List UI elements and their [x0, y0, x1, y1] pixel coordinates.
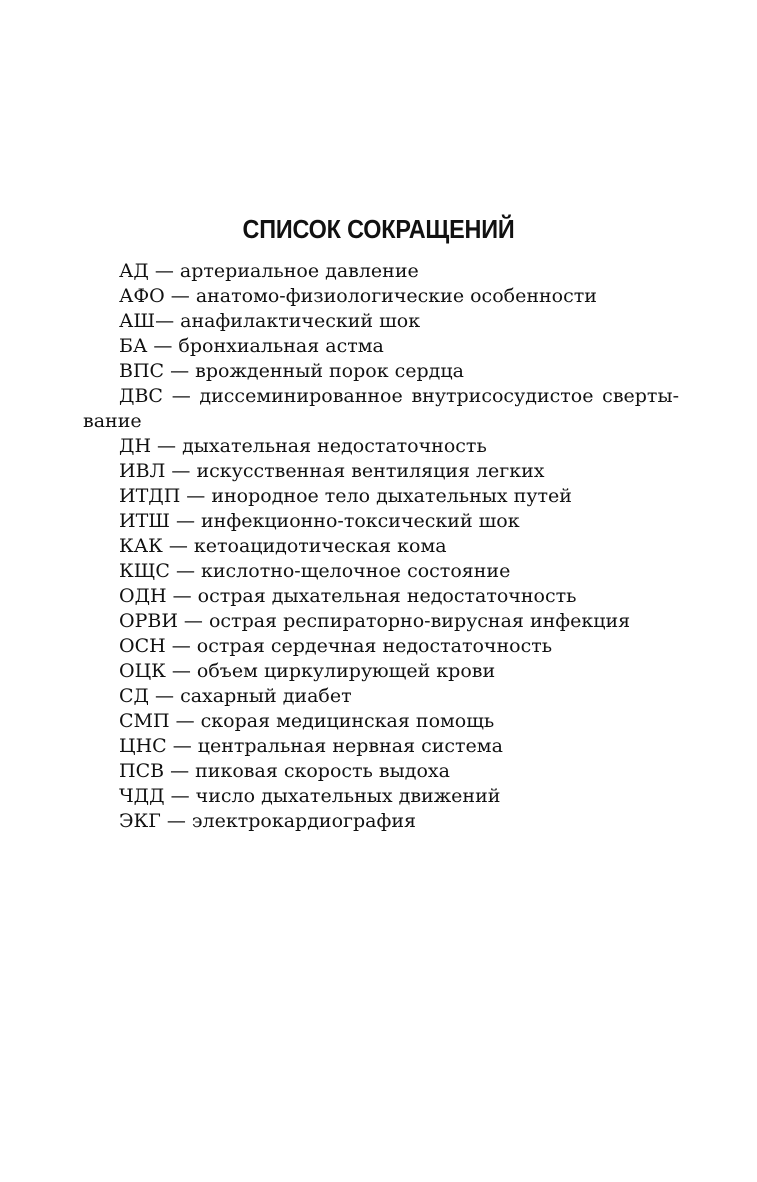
list-item	[83, 809, 679, 834]
abbreviation-entry: БА — бронхиальная астма	[119, 335, 384, 357]
list-item	[83, 309, 679, 334]
list-item	[83, 359, 679, 384]
abbreviation-entry: СД — сахарный диабет	[119, 685, 352, 707]
abbreviation-entry: ЭКГ — электрокардиография	[119, 810, 416, 832]
list-item	[83, 334, 679, 359]
abbreviation-entry: АФО — анатомо-физиологические особенности	[119, 285, 597, 307]
abbreviation-entry: ОРВИ — острая респираторно-вирусная инфекция	[119, 610, 631, 632]
list-item	[83, 259, 679, 284]
list-item	[83, 534, 679, 559]
abbreviation-entry: СМП — скорая медицинская помощь	[119, 710, 495, 732]
abbreviation-entry-line1: ДВС — диссеминированное внутрисосудистое сверты-	[119, 385, 679, 407]
abbreviation-entry: ПСВ — пиковая скорость выдоха	[119, 760, 450, 782]
abbreviation-entry-line2: вание	[83, 410, 142, 432]
list-item	[83, 559, 679, 584]
abbreviation-entry: КЩС — кислотно-щелочное состояние	[119, 560, 511, 582]
abbreviation-entry: ИТДП — инородное тело дыхательных путей	[119, 485, 572, 507]
abbreviation-entry: ЦНС — центральная нервная система	[119, 735, 503, 757]
list-item	[83, 509, 679, 534]
list-item	[83, 584, 679, 609]
list-item	[83, 609, 679, 634]
list-item	[83, 284, 679, 309]
list-item	[83, 784, 679, 809]
list-item	[83, 384, 679, 434]
abbreviation-entry: ИТШ — инфекционно-токсический шок	[119, 510, 520, 532]
abbreviation-entry: АШ— анафилактический шок	[119, 310, 421, 332]
list-item	[83, 484, 679, 509]
abbreviation-entry: ОДН — острая дыхательная недостаточность	[119, 585, 577, 607]
page-title: СПИСОК СОКРАЩЕНИЙ	[242, 214, 515, 244]
list-item	[83, 684, 679, 709]
list-item	[83, 709, 679, 734]
abbreviation-entry: ДН — дыхательная недостаточность	[119, 435, 487, 457]
abbreviation-entry: ЧДД — число дыхательных движений	[119, 785, 501, 807]
abbreviation-entry: КАК — кетоацидотическая кома	[119, 535, 447, 557]
list-item	[83, 459, 679, 484]
list-item	[83, 659, 679, 684]
list-item	[83, 634, 679, 659]
abbreviation-entry: ОЦК — объем циркулирующей крови	[119, 660, 496, 682]
abbreviation-entry: ОСН — острая сердечная недостаточность	[119, 635, 553, 657]
abbreviation-list	[83, 259, 679, 834]
abbreviation-entry: ИВЛ — искусственная вентиляция легких	[119, 460, 545, 482]
list-item	[83, 759, 679, 784]
list-item	[83, 434, 679, 459]
list-item	[83, 734, 679, 759]
abbreviation-entry: АД — артериальное давление	[119, 260, 419, 282]
abbreviation-entry: ВПС — врожденный порок сердца	[119, 360, 464, 382]
